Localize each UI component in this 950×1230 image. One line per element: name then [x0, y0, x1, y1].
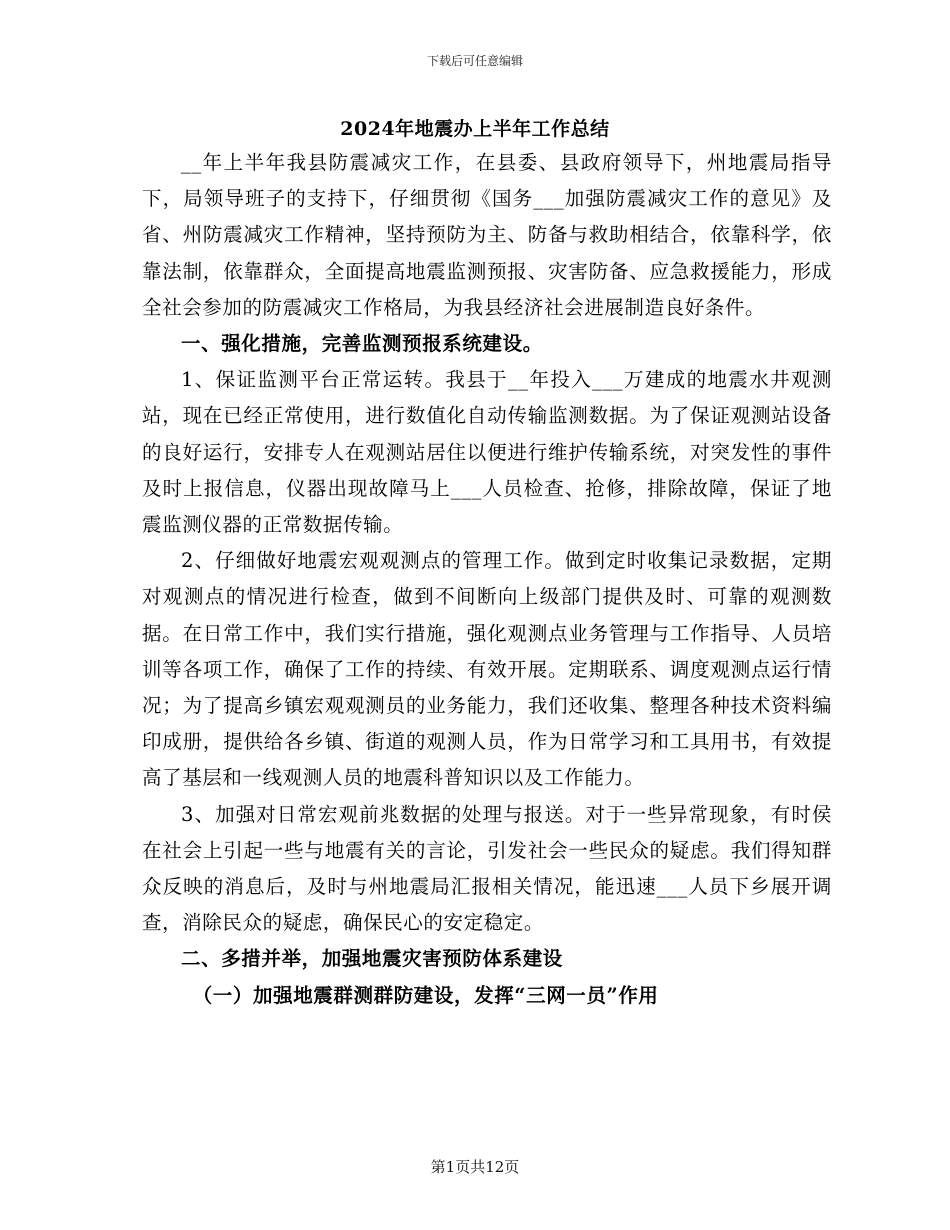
item-paragraph-2: 2、仔细做好地震宏观观测点的管理工作。做到定时收集记录数据，定期对观测点的情况进行检查，做到不间断向上级部门提供及时、可靠的观测数据。在日常工作中，我们实行措施，强化观测点业务管理与工作指导、人员培训等各项工作，确保了工作的持续、有效开展。定期联系、调度观测点运行情况；为了提高乡镇宏观观测员的业务能力，我们还收集、整理各种技术资料编印成册，提供给各乡镇、街道的观测人员，作为日常学习和工具用书，有效提高了基层和一线观测人员的地震科普知识以及工作能力。 [142, 549, 832, 790]
subsection-heading-1: （一）加强地震群测群防建设，发挥“三网一员”作用 [192, 983, 659, 1007]
section-heading-2: 二、多措并举，加强地震灾害预防体系建设 [181, 947, 563, 971]
intro-paragraph: __年上半年我县防震减灾工作，在县委、县政府领导下，州地震局指导下，局领导班子的支持下，仔细贯彻《国务___加强防震减灾工作的意见》及省、州防震减灾工作精神，坚持预防为主、防备与救助相结合，依靠科学，依靠法制，依靠群众，全面提高地震监测预报、灾害防备、应急救援能力，形成全社会参加的防震减灾工作格局，为我县经济社会进展制造良好条件。 [142, 151, 832, 319]
document-body [142, 145, 832, 1014]
document-title: 2024年地震办上半年工作总结 [340, 118, 610, 140]
download-note: 下载后可任意编辑 [426, 54, 523, 68]
page-footer: 第1页共12页 [430, 1158, 520, 1176]
section-heading-1: 一、强化措施，完善监测预报系统建设。 [181, 332, 543, 356]
item-paragraph-1: 1、保证监测平台正常运转。我县于__年投入___万建成的地震水井观测站，现在已经正常使用，进行数值化自动传输监测数据。为了保证观测站设备的良好运行，安排专人在观测站居住以便进行维护传输系统，对突发性的事件及时上报信息，仪器出现故障马上___人员检查、抢修，排除故障，保证了地震监测仪器的正常数据传输。 [142, 368, 832, 537]
item-paragraph-3: 3、加强对日常宏观前兆数据的处理与报送。对于一些异常现象，有时侯在社会上引起一些与地震有关的言论，引发社会一些民众的疑虑。我们得知群众反映的消息后，及时与州地震局汇报相关情况，能迅速___人员下乡展开调查，消除民众的疑虑，确保民心的安定稳定。 [142, 802, 832, 935]
